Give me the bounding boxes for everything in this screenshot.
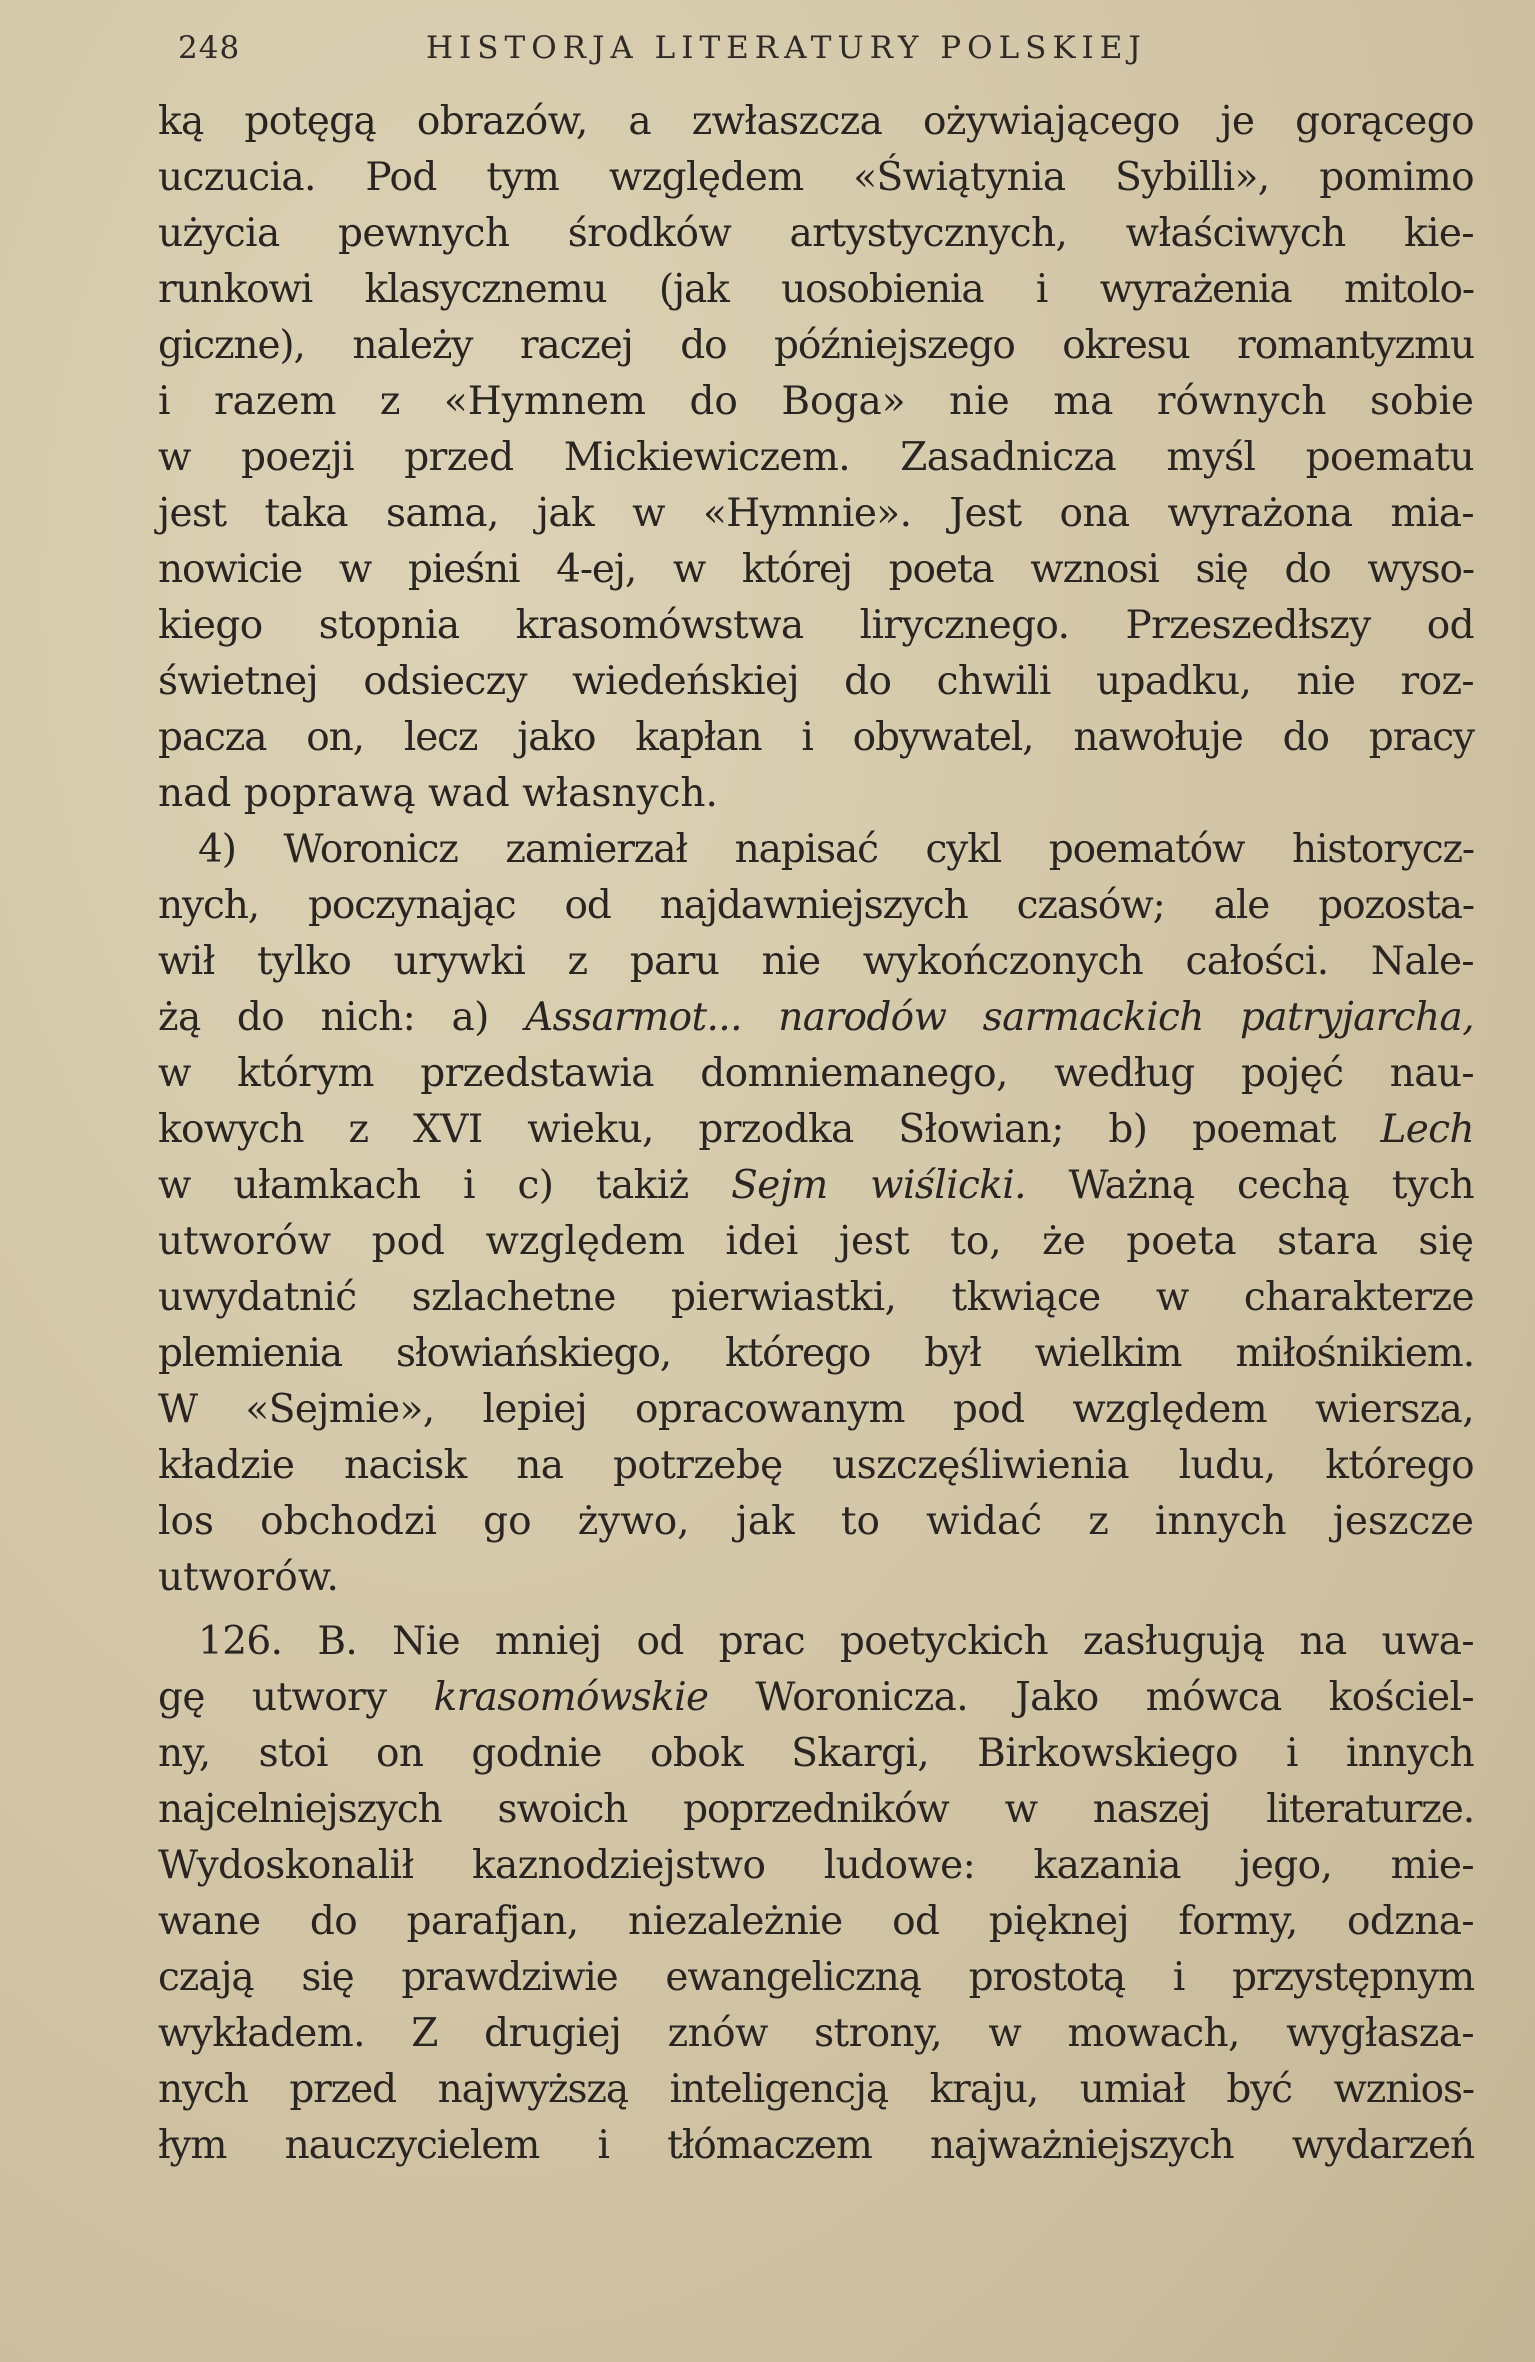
text-line: ny, stoi on godnie obok Skargi, Birkowskiego i innych <box>158 1731 1474 1776</box>
text-line: wił tylko urywki z paru nie wykończonych całości. Nale- <box>158 939 1474 984</box>
text-segment: gę utwory <box>158 1675 434 1720</box>
text-line: najcelniejszych swoich poprzedników w naszej literaturze. <box>158 1787 1474 1832</box>
italic-title: Sejm wiślicki. <box>731 1163 1026 1208</box>
running-title: HISTORJA LITERATURY POLSKIEJ <box>426 30 1147 66</box>
text-line: wykładem. Z drugiej znów strony, w mowach, wygłasza- <box>158 2011 1474 2056</box>
italic-title: Lech <box>1380 1107 1474 1152</box>
italic-title: Assarmot... narodów sarmackich patryjarcha, <box>525 995 1474 1040</box>
text-line-with-italic <box>158 1102 1474 1158</box>
text-line: uczucia. Pod tym względem «Świątynia Sybilli», pomimo <box>158 155 1474 200</box>
text-line: kiego stopnia krasomówstwa lirycznego. Przeszedłszy od <box>158 603 1474 648</box>
text-line: nad poprawą wad własnych. <box>158 771 718 816</box>
text-line-with-italic <box>158 1158 1474 1214</box>
text-line: runkowi klasycznemu (jak uosobienia i wyrażenia mitolo- <box>158 267 1474 312</box>
text-line: wane do parafjan, niezależnie od pięknej formy, odzna- <box>158 1899 1474 1944</box>
text-segment: kowych z XVI wieku, przodka Słowian; b) poemat <box>158 1107 1381 1152</box>
text-segment: Woronicza. Jako mówca kościel- <box>708 1675 1474 1720</box>
text-line: łym nauczycielem i tłómaczem najważniejszych wydarzeń <box>158 2123 1474 2168</box>
text-line: plemienia słowiańskiego, którego był wielkim miłośnikiem. <box>158 1331 1474 1376</box>
text-line: pacza on, lecz jako kapłan i obywatel, nawołuje do pracy <box>158 715 1474 760</box>
text-line: nowicie w pieśni 4-ej, w której poeta wznosi się do wyso- <box>158 547 1474 592</box>
text-line: Wydoskonalił kaznodziejstwo ludowe: kazania jego, mie- <box>158 1843 1474 1888</box>
text-line: czają się prawdziwie ewangeliczną prostotą i przystępnym <box>158 1955 1474 2000</box>
text-line: w poezji przed Mickiewiczem. Zasadnicza myśl poematu <box>158 435 1474 480</box>
text-line: jest taka sama, jak w «Hymnie». Jest ona wyrażona mia- <box>158 491 1474 536</box>
text-line: użycia pewnych środków artystycznych, właściwych kie- <box>158 211 1474 256</box>
text-line: nych, poczynając od najdawniejszych czasów; ale pozosta- <box>158 883 1474 928</box>
page-number: 248 <box>178 30 241 66</box>
text-line: los obchodzi go żywo, jak to widać z innych jeszcze <box>158 1499 1474 1544</box>
text-line: uwydatnić szlachetne pierwiastki, tkwiące w charakterze <box>158 1275 1474 1320</box>
text-line: W «Sejmie», lepiej opracowanym pod względem wiersza, <box>158 1387 1474 1432</box>
body-text <box>158 94 1474 2174</box>
text-segment: żą do nich: a) <box>158 995 526 1040</box>
text-segment: w ułamkach i c) takiż <box>158 1163 732 1208</box>
text-line: kładzie nacisk na potrzebę uszczęśliwienia ludu, którego <box>158 1443 1474 1488</box>
paragraph-start-line: 4) Woronicz zamierzał napisać cykl poematów historycz- <box>198 827 1474 872</box>
text-line: ką potęgą obrazów, a zwłaszcza ożywiającego je gorącego <box>158 99 1474 144</box>
section-start-line: 126. B. Nie mniej od prac poetyckich zasługują na uwa- <box>198 1619 1474 1664</box>
text-line-with-italic <box>158 1670 1474 1726</box>
text-line-with-italic <box>158 990 1474 1046</box>
text-line: i razem z «Hymnem do Boga» nie ma równych sobie <box>158 379 1474 424</box>
text-line: giczne), należy raczej do późniejszego okresu romantyzmu <box>158 323 1474 368</box>
text-line: nych przed najwyższą inteligencją kraju, umiał być wznios- <box>158 2067 1474 2112</box>
text-line: utworów pod względem idei jest to, że poeta stara się <box>158 1219 1474 1264</box>
text-line: utworów. <box>158 1555 339 1600</box>
text-line: w którym przedstawia domniemanego, według pojęć nau- <box>158 1051 1474 1096</box>
italic-term: krasomówskie <box>433 1675 709 1720</box>
page-header <box>178 22 1468 72</box>
text-segment: Ważną cechą tych <box>1025 1163 1474 1208</box>
text-line: świetnej odsieczy wiedeńskiej do chwili upadku, nie roz- <box>158 659 1474 704</box>
